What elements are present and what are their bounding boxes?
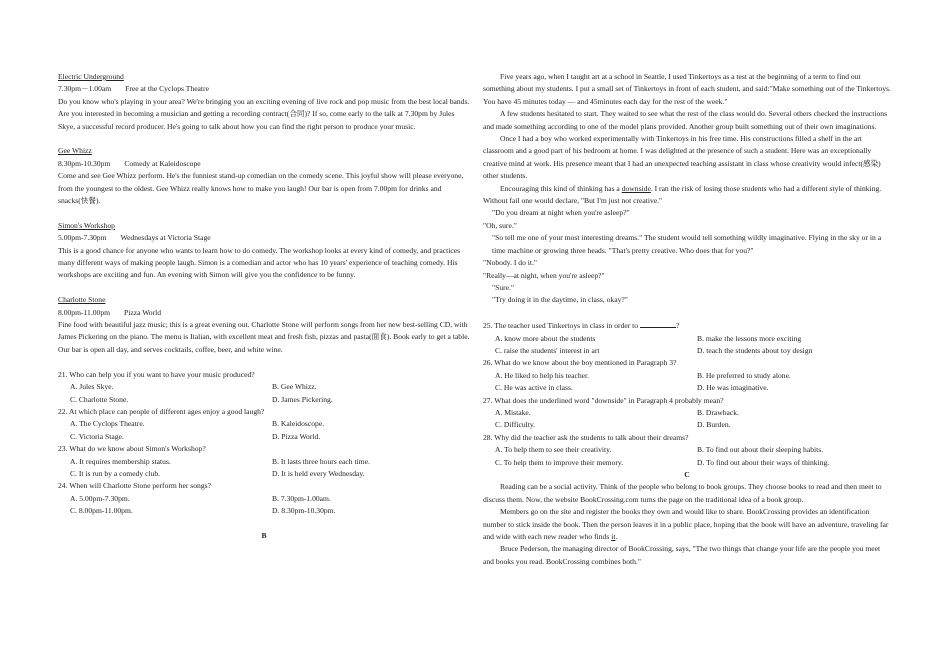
option-c[interactable]: C. He was active in class. xyxy=(495,383,573,393)
question-stem: 26. What do we know about the boy mentioned in Paragraph 3? xyxy=(483,358,677,368)
option-c[interactable]: C. Difficulty. xyxy=(495,420,536,430)
underlined-word-downside: downside xyxy=(621,183,651,193)
question-27 xyxy=(483,395,891,432)
option-a[interactable]: A. He liked to help his teacher. xyxy=(495,370,590,380)
option-a[interactable]: A. The Cyclops Theatre. xyxy=(70,419,145,429)
question-stem: 22. At which place can people of different ages enjoy a good laugh? xyxy=(58,406,265,416)
passage-c-paragraph-3: Bruce Pederson, the managing director of BookCrossing, says, "The two things that change your life are the people you meet and books you read. BookCrossing combines both." xyxy=(483,544,881,566)
option-c[interactable]: C. Victoria Stage. xyxy=(70,431,124,441)
option-b[interactable]: B. Kaleidoscope. xyxy=(272,419,325,429)
dialogue-line: "Try doing it in the daytime, in class, okay?" xyxy=(492,295,628,305)
option-a[interactable]: A. Jules Skye. xyxy=(70,382,114,392)
option-d[interactable]: D. teach the students about toy design xyxy=(697,345,813,355)
option-b[interactable]: B. It lasts three hours each time. xyxy=(272,456,370,466)
option-d[interactable]: D. To find out about their ways of thinking. xyxy=(697,457,830,467)
option-b[interactable]: B. 7.30pm-1.00am. xyxy=(272,493,331,503)
question-24 xyxy=(58,480,470,517)
event-title: Charlotte Stone xyxy=(58,295,106,305)
option-b[interactable]: B. Drawback. xyxy=(697,407,739,417)
event-time-venue: 8.30pm-10.30pm Comedy at Kaleidoscope xyxy=(58,158,201,168)
option-d[interactable]: D. 8.30pm-10.30pm. xyxy=(272,506,336,516)
option-c[interactable]: C. 8.00pm-11.00pm. xyxy=(70,506,133,516)
option-c[interactable]: C. raise the students' interest in art xyxy=(495,345,600,355)
option-d[interactable]: D. Burden. xyxy=(697,420,731,430)
question-stem: 27. What does the underlined word "downside" in Paragraph 4 probably mean? xyxy=(483,395,724,405)
event-description: Come and see Gee Whizz perform. He's the funniest stand-up comedian on the comedy scene. This joyful show will please everyone, from the youngest to the oldest. Gee Whizz really knows how to make you laugh! Our bar is open from 7.00pm for drinks and snacks(快餐). xyxy=(58,171,464,206)
option-c[interactable]: C. Charlotte Stone. xyxy=(70,394,129,404)
right-column xyxy=(483,71,891,568)
option-c[interactable]: C. To help them to improve their memory. xyxy=(495,457,624,467)
dialogue-line: "So tell me one of your most interesting dreams." The student would tell something wildly imaginative. Flying in the sky or in a time machine or growing three heads. "That's pretty creative. Who does that for you?" xyxy=(492,233,882,255)
dialogue-line: "Nobody. I do it." xyxy=(483,258,538,268)
event-description: Do you know who's playing in your area? We're bringing you an exciting evening of live rock and pop music from the best local bands. Are you interested in becoming a musician and getting a recording contract(合同)? If so, come early to the talk at 7.30pm by Jules Skye, a successful record producer. He's going to talk about how you can find the right person to produce your music. xyxy=(58,96,470,131)
question-22 xyxy=(58,406,470,443)
option-a[interactable]: A. Mistake. xyxy=(495,407,531,417)
question-stem: 24. When will Charlotte Stone perform her songs? xyxy=(58,481,211,491)
passage-c-paragraph-2: Members go on the site and register the books they own and would like to share. BookCrossing provides an identification number to stick inside the book. Then the person leaves it in a public place, hoping that the book will have an adventure, traveling far and wide with each new reader who finds it. xyxy=(483,507,889,542)
event-title: Simon's Workshop xyxy=(58,220,115,230)
dialogue-line: "Really—at night, when you're asleep?" xyxy=(483,270,605,280)
question-21 xyxy=(58,369,470,406)
passage-paragraph-2: A few students hesitated to start. They waited to see what the rest of the class would do. Several others checked the instructions and made something according to one of the model plans provided. Another group built something out of their own imaginations. xyxy=(483,109,888,131)
event-time-venue: 5.00pm-7.30pm Wednesdays at Victoria Stage xyxy=(58,233,211,243)
event-time-venue: 7.30pm－1.00am Free at the Cyclops Theatre xyxy=(58,84,209,94)
option-b[interactable]: B. Gee Whizz. xyxy=(272,382,317,392)
underlined-word-it: it xyxy=(611,532,616,542)
option-d[interactable]: D. It is held every Wednesday. xyxy=(272,468,365,478)
question-stem: 25. The teacher used Tinkertoys in class in order to ? xyxy=(483,321,680,331)
section-heading-b: B xyxy=(261,530,267,540)
option-d[interactable]: D. James Pickering. xyxy=(272,394,333,404)
option-a[interactable]: A. To help them to see their creativity. xyxy=(495,445,612,455)
question-25 xyxy=(483,319,891,357)
option-d[interactable]: D. He was imaginative. xyxy=(697,383,769,393)
event-description: Fine food with beautiful jazz music; this is a great evening out. Charlotte Stone will perform songs from her new best-selling CD, with James Pickering on the piano. The menu is Italian, with excellent meat and fresh fish, pizzas and pasta(面食). Book early to get a table. Our bar is open all day, and serves cocktails, coffee, beer, and white wine. xyxy=(58,320,470,354)
event-title: Gee Whizz xyxy=(58,146,92,156)
left-column xyxy=(58,71,470,542)
dialogue-line: "Do you dream at night when you're asleep?" xyxy=(492,208,630,218)
option-b[interactable]: B. He preferred to study alone. xyxy=(697,370,791,380)
section-heading-c: C xyxy=(684,469,690,479)
question-23 xyxy=(58,443,470,480)
option-d[interactable]: D. Pizza World. xyxy=(272,431,321,441)
event-description: This is a good chance for anyone who wants to learn how to do comedy. The workshop looks at every kind of comedy, and practices many different ways of making people laugh. Simon is a comedian and actor who has 10 years' experience of teaching comedy. His workshops are exciting and fun. An evening with Simon will give you the confidence to be funny. xyxy=(58,245,461,280)
option-b[interactable]: B. To find out about their sleeping habits. xyxy=(697,445,824,455)
option-a[interactable]: A. know more about the students xyxy=(495,333,596,343)
event-gee-whizz xyxy=(58,145,470,207)
event-time-venue: 8.00pm-11.00pm Pizza World xyxy=(58,307,162,317)
event-title: Electric Underground xyxy=(58,72,124,81)
dialogue-line: "Sure." xyxy=(492,282,515,292)
passage-paragraph-3: Once I had a boy who worked experimentally with Tinkertoys in his free time. His constructions filled a shelf in the art classroom and a good part of his bedroom at home. I was delighted at the presence of such a student. Here was an exceptionally creative mind at work. His presence meant that I had an unexpected teaching assistant in class whose creativity would infect(感染) other students. xyxy=(483,134,881,181)
question-stem: 28. Why did the teacher ask the students to talk about their dreams? xyxy=(483,432,689,442)
passage-paragraph-1: Five years ago, when I taught art at a school in Seattle, I used Tinkertoys as a test at the beginning of a term to find out something about my students. I put a small set of Tinkertoys in front of each student, and said:"Make something out of the Tinkertoys. You have 45 minutes today — and 45minutes each day for the rest of the week." xyxy=(483,72,891,106)
question-26 xyxy=(483,357,891,394)
event-charlotte-stone xyxy=(58,294,470,356)
option-a[interactable]: A. 5.00pm-7.30pm. xyxy=(70,493,130,503)
option-a[interactable]: A. It requires membership status. xyxy=(70,456,171,466)
question-stem: 21. Who can help you if you want to have your music produced? xyxy=(58,369,255,379)
question-stem: 23. What do we know about Simon's Workshop? xyxy=(58,444,206,454)
event-electric-underground xyxy=(58,71,470,133)
event-simons-workshop xyxy=(58,220,470,282)
passage-c-paragraph-1: Reading can be a social activity. Think of the people who belong to book groups. They choose books to read and then meet to discuss them. Now, the website BookCrossing.com turns the page on the traditional idea of a book group. xyxy=(483,482,882,504)
passage-paragraph-4: Encouraging this kind of thinking has a downside. I ran the risk of losing those students who had a different style of thinking. Without fail one would declare, "But I'm just not creative." xyxy=(483,183,882,206)
dialogue-line: "Oh, sure." xyxy=(483,220,517,230)
option-b[interactable]: B. make the lessons more exciting xyxy=(697,333,802,343)
answer-blank xyxy=(640,319,676,328)
question-28 xyxy=(483,432,891,469)
option-c[interactable]: C. It is run by a comedy club. xyxy=(70,468,161,478)
